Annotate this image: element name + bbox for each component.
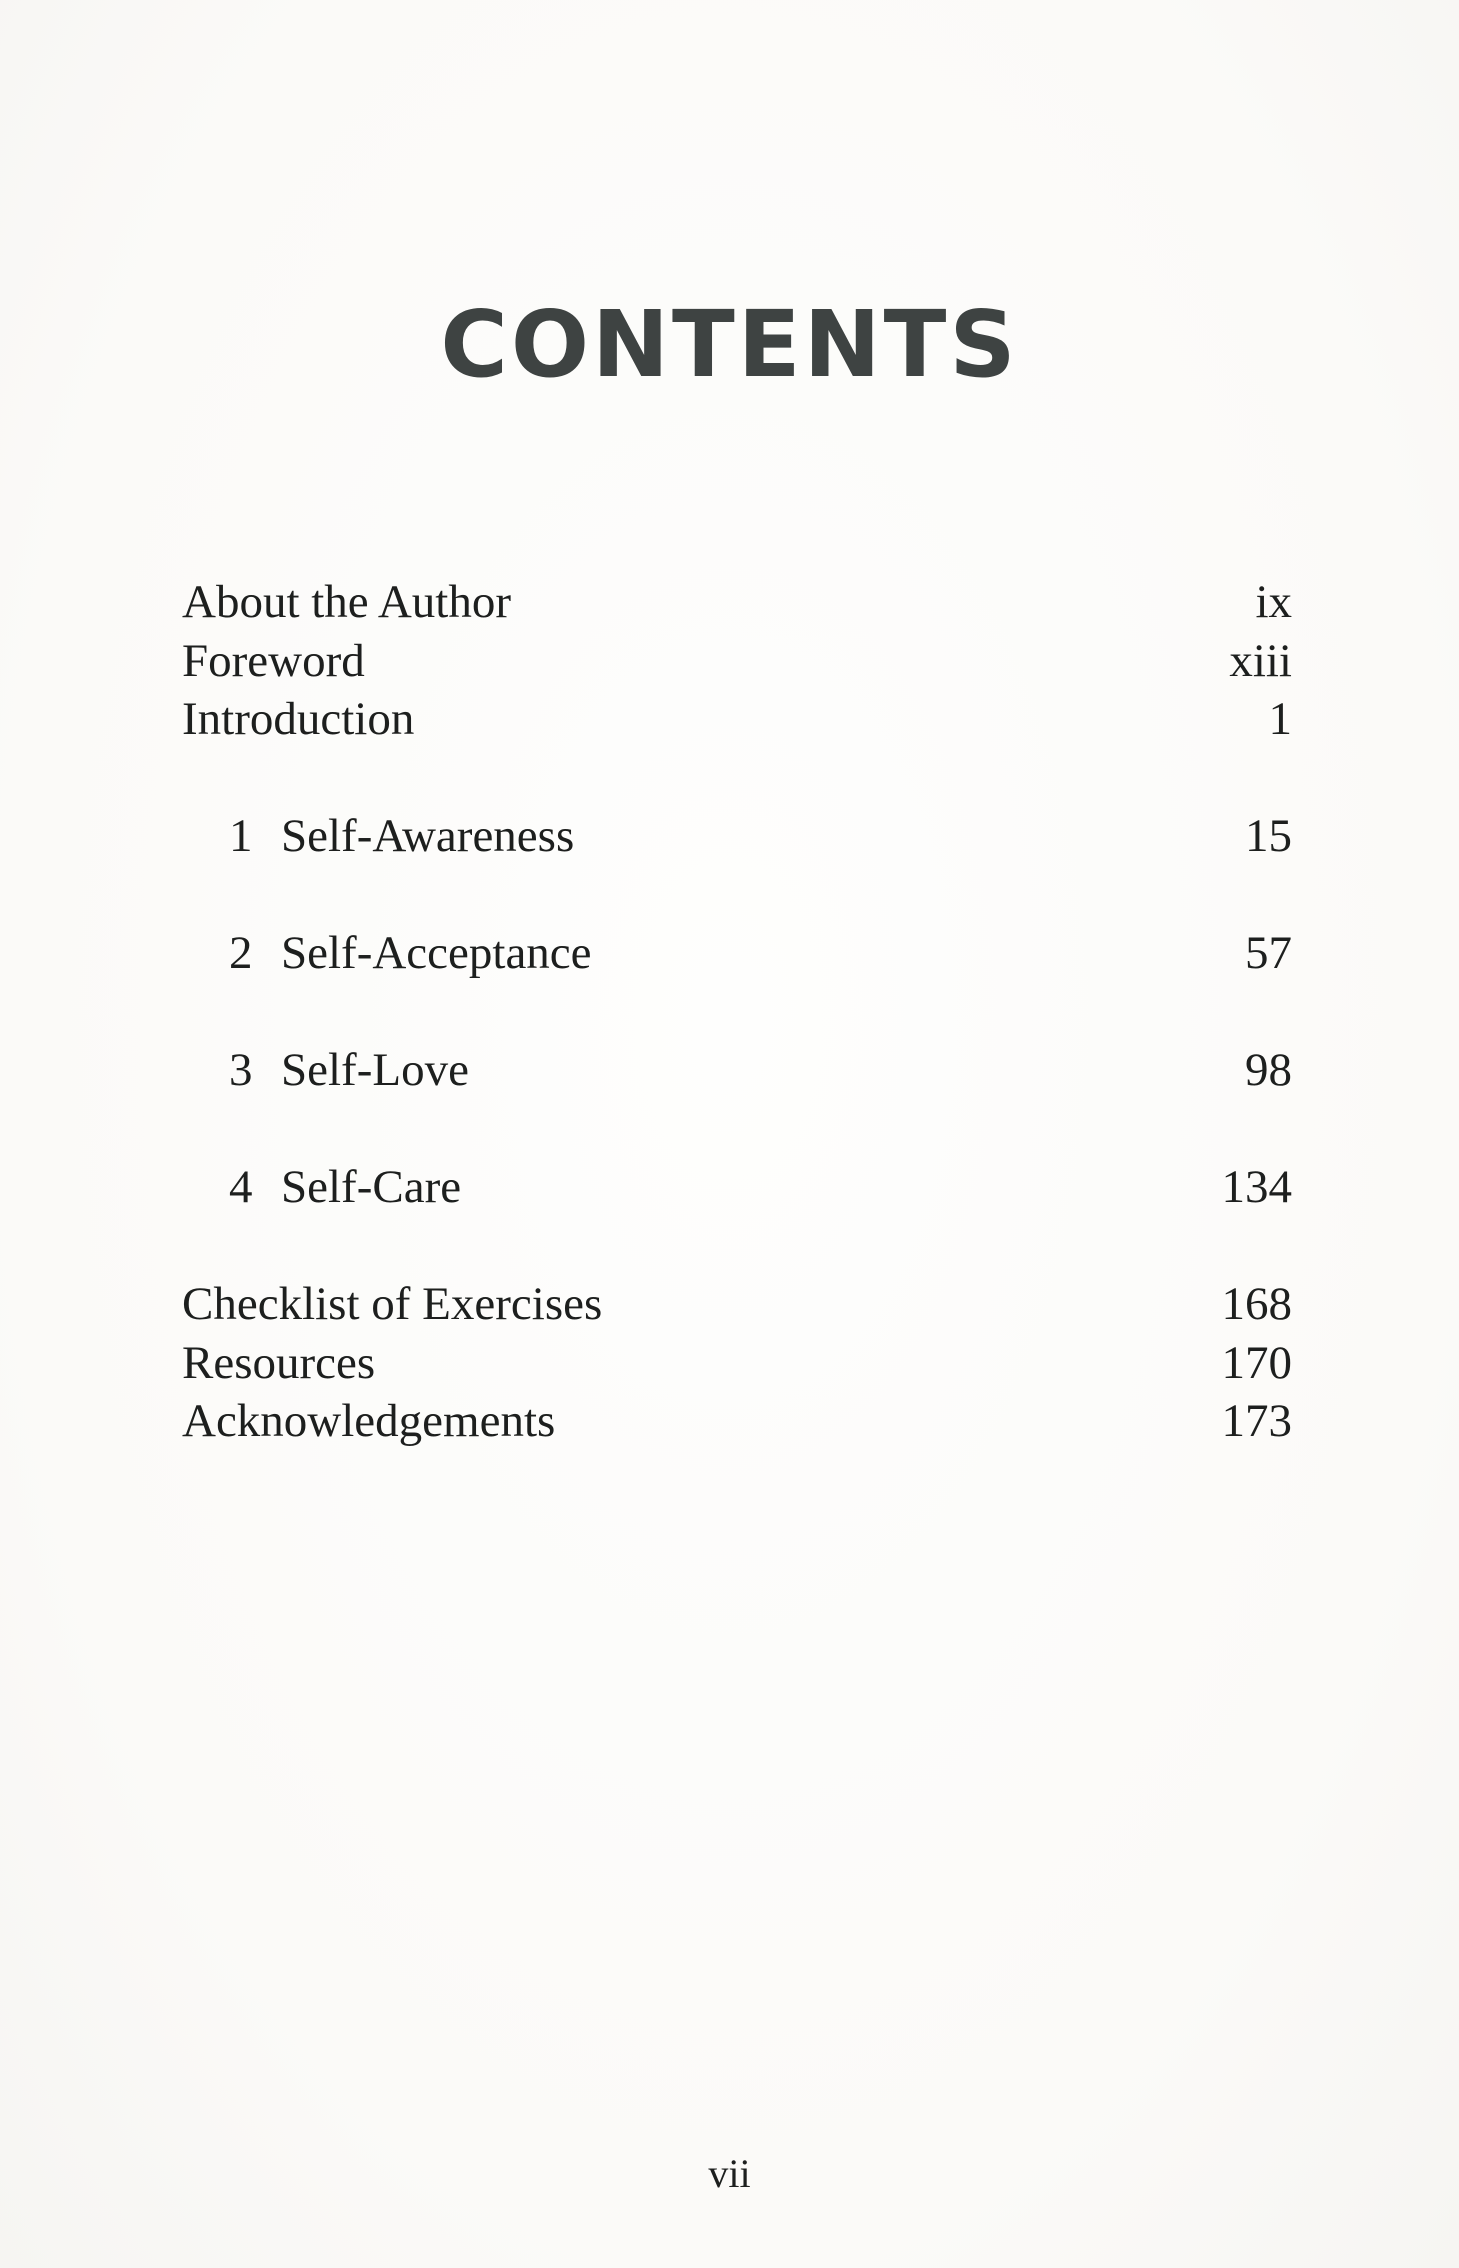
chapter-title: Self-Acceptance bbox=[281, 927, 592, 979]
toc-entry-page: 168 bbox=[1221, 1278, 1292, 1330]
toc-chapter-label bbox=[182, 924, 592, 983]
toc-entry-page: 15 bbox=[1245, 810, 1292, 862]
toc-entry-page: xiii bbox=[1229, 634, 1292, 687]
toc-entry-introduction bbox=[182, 690, 1292, 749]
chapter-number: 3 bbox=[229, 1044, 253, 1096]
toc-entry-label: Foreword bbox=[182, 634, 365, 687]
toc-entry-page: 173 bbox=[1221, 1395, 1292, 1447]
toc-entry-acknowledgements bbox=[182, 1392, 1292, 1451]
toc-entry-about-the-author bbox=[182, 573, 1292, 632]
toc-entry-resources bbox=[182, 1334, 1292, 1393]
toc-entry-page: 57 bbox=[1245, 927, 1292, 979]
toc-chapter-4 bbox=[182, 1158, 1292, 1217]
toc-entry-checklist-of-exercises bbox=[182, 1275, 1292, 1334]
toc-chapter-1 bbox=[182, 807, 1292, 866]
chapter-title: Self-Awareness bbox=[281, 810, 575, 862]
toc-entry-label: Acknowledgements bbox=[182, 1395, 556, 1447]
toc-entry-page: ix bbox=[1255, 576, 1292, 628]
toc-entry-page: 134 bbox=[1221, 1161, 1292, 1213]
chapter-title: Self-Love bbox=[281, 1044, 469, 1096]
toc-chapter-label bbox=[182, 807, 574, 866]
toc-entry-page: 98 bbox=[1245, 1044, 1292, 1096]
toc-chapter-label bbox=[182, 1041, 469, 1100]
toc-entry-label: Introduction bbox=[182, 693, 415, 745]
toc-entry-page: 1 bbox=[1268, 693, 1292, 745]
toc-entry-label: Checklist of Exercises bbox=[182, 1278, 603, 1330]
toc-entry-label: Resources bbox=[182, 1336, 376, 1389]
toc-entry-page: 170 bbox=[1221, 1336, 1292, 1389]
toc-entry-foreword bbox=[182, 632, 1292, 691]
toc-entry-label: About the Author bbox=[182, 576, 511, 628]
toc-chapter-2 bbox=[182, 924, 1292, 983]
page-number: vii bbox=[708, 2151, 751, 2196]
chapter-number: 2 bbox=[229, 927, 253, 979]
table-of-contents bbox=[182, 573, 1292, 1451]
chapter-number: 4 bbox=[229, 1161, 253, 1213]
toc-chapter-3 bbox=[182, 1041, 1292, 1100]
chapter-title: Self-Care bbox=[281, 1161, 462, 1213]
page-title: CONTENTS bbox=[440, 291, 1019, 398]
toc-chapter-label bbox=[182, 1158, 461, 1217]
chapter-number: 1 bbox=[229, 810, 253, 862]
